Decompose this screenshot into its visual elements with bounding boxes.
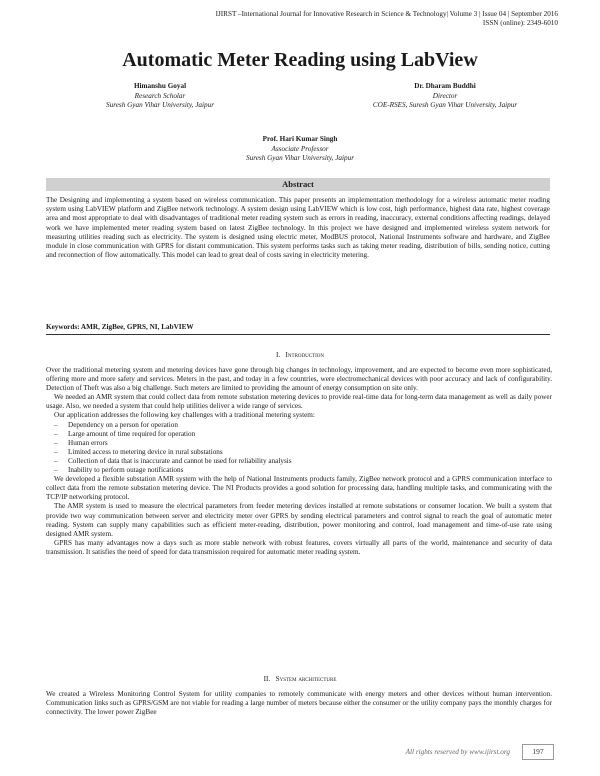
abstract-divider [46,334,550,335]
journal-citation: IJIRST –International Journal for Innovative Research in Science & Technology| Volume 3 | Issue 04 | September 2016 [215,10,558,18]
introduction-body [46,366,552,557]
paragraph: GPRS has many advantages now a days such as more stable network with robust features, covers virtually all parts of the world, maintenance and security of data transmission. It satisfies the need of speed for data transmission required for automatic meter reading system. [46,538,552,556]
list-item: – Inability to perform outage notifications [54,466,552,475]
journal-issn: ISSN (online): 2349-6010 [482,19,558,27]
section-title: System architecture [275,675,337,683]
keywords: Keywords: AMR, ZigBee, GPRS, NI, LabVIEW [46,323,194,331]
author-block-3 [200,135,400,164]
author-block-2 [320,82,570,111]
section-heading-system-architecture [0,675,600,684]
section-heading-introduction [0,351,600,360]
author-role: Research Scholar [134,91,186,100]
system-architecture-body [46,690,552,717]
challenge-list [46,421,552,476]
list-item: – Dependency on a person for operation [54,421,552,430]
paragraph: We developed a flexible substation AMR system with the help of National Instruments products family, ZigBee network protocol and a GPRS communication interface to collect data from the remote substation metering device. The NI Products provides a good solution for processing data, handling multiple tasks, and communicating with the TCP/IP networking protocol. [46,475,552,502]
list-item: – Limited access to metering device in rural substations [54,448,552,457]
list-item: – Collection of data that is inaccurate and cannot be used for reliability analysis [54,457,552,466]
paragraph: The AMR system is used to measure the electrical parameters from feeder metering devices installed at remote substations or consumer location. We built a system that provide two way communication between server and electricity meter over GPRS by sending electrical parameters and control signal to reach the goal of automatic meter reading. System can supply many capabilities such as efficient meter-reading, distribution, power monitoring and control, load management and time-of-use rate using designed AMR system. [46,502,552,538]
paragraph: Our application addresses the following key challenges with a traditional metering system: [54,411,315,420]
author-block-1 [80,82,240,111]
paragraph: We created a Wireless Monitoring Control System for utility companies to remotely communicate with energy meters and other devices without human intervention. Communication links such as GPRS/GSM are not viable for reading a large number of meters because either the consumer or the utility company pays the monthly charges for connectivity. The lower power ZigBee [46,690,552,717]
paper-title: Automatic Meter Reading using LabView [122,49,478,71]
author-name: Himanshu Goyal [133,82,187,90]
author-name: Prof. Hari Kumar Singh [262,135,338,143]
section-number: II. [263,675,271,683]
abstract-heading: Abstract [46,178,550,191]
list-item: – Large amount of time required for operation [54,430,552,439]
list-item: – Human errors [54,439,552,448]
abstract-text: The Designing and implementing a system based on wireless communication. This paper presents an implementation methodology for a wireless automatic meter reading system using LabVIEW platform and ZigBee network technology. A system design using LabVIEW which is low cost, high performance, highest data rate, highest coverage area and most appropriate to deal with disadvantages of traditional meter reading system such as errors in reading, inaccuracy, external conditions affecting readings, delayed work we have implemented meter reading system based on latest ZigBee technology. In this project we have designed and implemented wireless system network for measuring utilities reading such as electricity. The system is designed using electric meter, ModBUS protocol, National Instruments software and hardware, and ZigBee module in close communication with GPRS for distant communication. This system performs tasks such as taking meter reading, distribution of bills, sending notice, cutting and reconnection of flow automatically. This model can lead to great deal of costs saving in electricity metering. [46,196,550,260]
author-affiliation: Suresh Gyan Vihar University, Jaipur [106,101,214,109]
paragraph: Over the traditional metering system and metering devices have gone through big changes in technology, improvement, and are expected to become even more sophisticated, offering more and more safety and services. Meters in the past, and today in a few countries, were electromechanical devices with poor accuracy and lack of configurability. Detection of Theft was also a big challenge. Such meters are limited to providing the amount of energy consumption on site only. [46,366,552,393]
journal-header [216,10,558,28]
paragraph: We needed an AMR system that could collect data from remote substation metering devices to provide real-time data for long-term data management as well as daily power usage. Also, we needed a system that could help utilities deliver a wide range of services. [46,393,552,411]
author-affiliation: COE-RSES, Suresh Gyan Vihar University, Jaipur [372,101,518,109]
author-affiliation: Suresh Gyan Vihar University, Jaipur [246,154,354,162]
author-role: Director [432,91,458,100]
author-name: Dr. Dharam Buddhi [414,82,476,90]
page-number: 197 [522,744,554,760]
section-title: Introduction [285,351,325,359]
section-number: I. [275,351,281,359]
author-role: Associate Professor [271,144,329,153]
footer-rights: All rights reserved by www.ijirst.org [405,748,510,756]
